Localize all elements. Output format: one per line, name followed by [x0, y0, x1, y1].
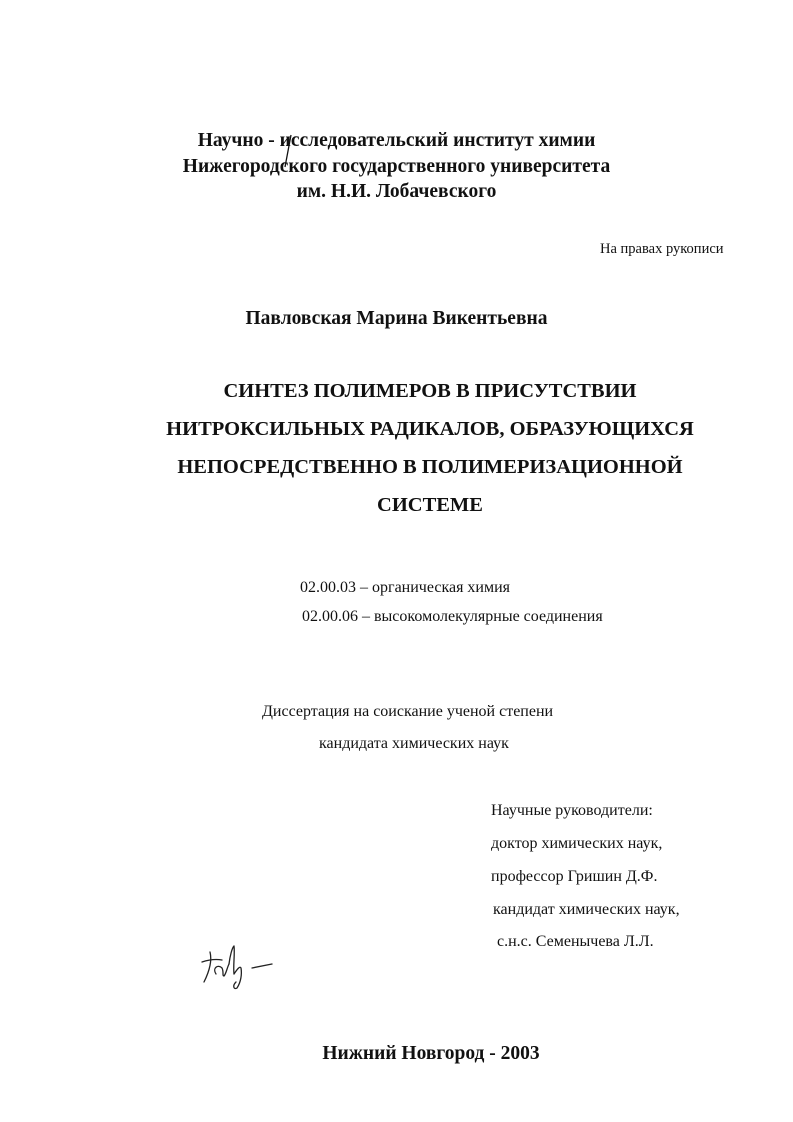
specialty-1: 02.00.03 – органическая химия — [300, 579, 511, 596]
title-line-1: СИНТЕЗ ПОЛИМЕРОВ В ПРИСУТСТВИИ — [223, 380, 637, 402]
supervisor-line-2: профессор Гришин Д.Ф. — [491, 868, 658, 885]
title-line-4: СИСТЕМЕ — [377, 494, 483, 516]
institution-line-2: Нижегородского государственного университета — [182, 156, 611, 177]
specialty-2: 02.00.06 – высокомолекулярные соединения — [302, 608, 603, 625]
institution-line-3: им. Н.И. Лобачевского — [296, 181, 497, 202]
title-line-3: НЕПОСРЕДСТВЕННО В ПОЛИМЕРИЗАЦИОННОЙ — [177, 456, 683, 478]
dissertation-line-1: Диссертация на соискание ученой степени — [262, 703, 554, 720]
dissertation-line-2: кандидата химических наук — [319, 735, 509, 752]
manuscript-note: На правах рукописи — [600, 241, 724, 257]
supervisor-line-3: кандидат химических наук, — [493, 901, 680, 918]
pen-stroke-mark — [283, 133, 293, 169]
title-line-2: НИТРОКСИЛЬНЫХ РАДИКАЛОВ, ОБРАЗУЮЩИХСЯ — [166, 418, 694, 440]
author-name: Павловская Марина Викентьевна — [245, 308, 548, 329]
supervisor-line-1: доктор химических наук, — [491, 835, 663, 852]
supervisor-line-4: с.н.с. Семенычева Л.Л. — [497, 933, 654, 950]
supervisors-heading: Научные руководители: — [491, 802, 653, 819]
city-year: Нижний Новгород - 2003 — [322, 1043, 540, 1064]
handwritten-signature — [196, 938, 278, 992]
institution-line-1: Научно - исследовательский институт химии — [197, 130, 596, 151]
